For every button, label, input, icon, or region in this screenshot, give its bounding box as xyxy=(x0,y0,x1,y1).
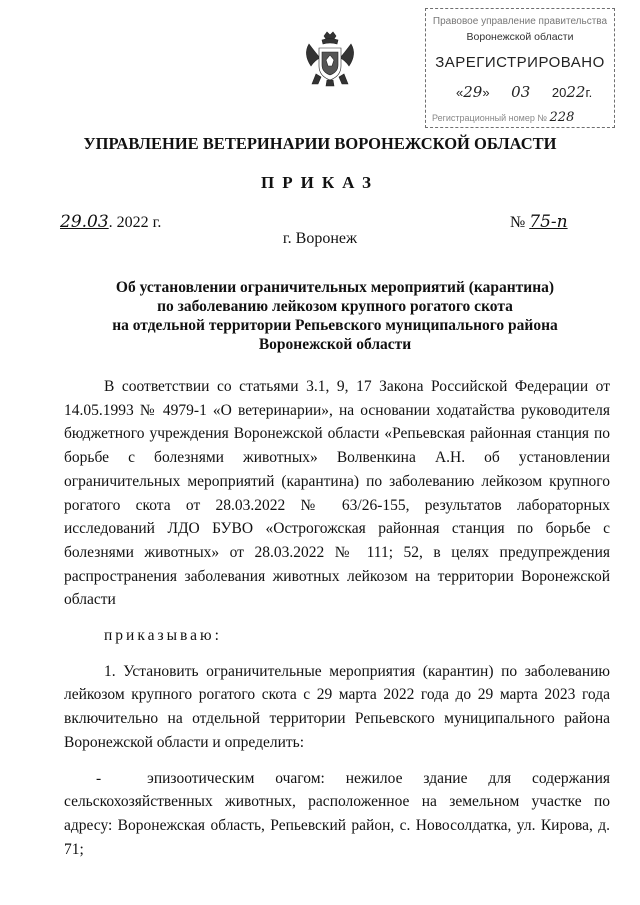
stamp-reg-label: Регистрационный номер № xyxy=(432,113,548,123)
stamp-year-prefix: 20 xyxy=(551,85,567,100)
stamp-year-suffix: г. xyxy=(585,85,593,100)
stamp-reg-row xyxy=(432,110,574,125)
date-suffix: . 2022 г. xyxy=(108,214,162,231)
date-handwritten: 29.03 xyxy=(60,212,109,232)
stamp-year: 22 xyxy=(566,83,586,101)
document-city: г. Воронеж xyxy=(282,230,358,247)
title-line-1: Об установлении ограничительных мероприятий (карантина) xyxy=(115,279,555,296)
stamp-region-line: Воронежской области xyxy=(466,31,574,43)
coat-of-arms-emblem xyxy=(300,30,360,90)
stamp-day: 29 xyxy=(463,83,483,101)
number-label: № xyxy=(510,214,526,231)
stamp-authority-line: Правовое управление правительства xyxy=(432,16,608,27)
document-body xyxy=(64,375,610,861)
registration-stamp xyxy=(425,8,615,128)
stamp-reg-number: 228 xyxy=(549,110,575,125)
bullet-dash: - xyxy=(96,769,102,787)
title-line-2: по заболеванию лейкозом крупного рогатого скота xyxy=(157,298,513,315)
bullet-1-text: эпизоотическим очагом: нежилое здание для содержания сельскохозяйственных животных, расположенное на земельном участке по адресу: Воронежская область, Репьевский район, с. Новосолдатка, ул. Кирова, д. 71; xyxy=(64,769,610,858)
organization-name: УПРАВЛЕНИЕ ВЕТЕРИНАРИИ ВОРОНЕЖСКОЙ ОБЛАСТИ xyxy=(83,134,557,153)
stamp-date-row: «29» 03 2022г. xyxy=(456,83,593,101)
stamp-registered-label: ЗАРЕГИСТРИРОВАНО xyxy=(435,54,605,71)
document-type: ПРИКАЗ xyxy=(261,173,379,192)
document-date xyxy=(60,212,161,232)
title-line-3: на отдельной территории Репьевского муниципального района xyxy=(112,317,558,334)
stamp-month: 03 xyxy=(511,83,531,101)
orders-keyword: приказываю: xyxy=(104,627,222,645)
document-number xyxy=(510,212,568,232)
item-1-paragraph: 1. Установить ограничительные мероприятия (карантин) по заболеванию лейкозом крупного рогатого скота с 29 марта 2022 года до 29 марта 2023 года включительно на отдельной территории Репьевского муниципального района Воронежской области и определить: xyxy=(64,662,610,751)
number-handwritten: 75-п xyxy=(529,212,568,232)
preamble-paragraph: В соответствии со статьями 3.1, 9, 17 Закона Российской Федерации от 14.05.1993 № 4979-1 «О ветеринарии», на основании ходатайства руководителя бюджетного учреждения Воронежской области «Репьевская районная станция по борьбе с болезнями животных» Волвенкина А.Н. об установлении ограничительных мероприятий (карантина) по заболеванию лейкозом крупного рогатого скота от 28.03.2022 № 63/26-155, результатов лабораторных исследований ЛДО БУВО «Острогожская районная станция по борьбе с болезнями животных» от 28.03.2022 № 111; 52, в целях предупреждения распространения заболевания животных лейкозом на территории Воронежской области xyxy=(64,378,610,609)
title-line-4: Воронежской области xyxy=(258,336,412,353)
bullet-item xyxy=(64,767,610,862)
document-title xyxy=(60,278,610,354)
